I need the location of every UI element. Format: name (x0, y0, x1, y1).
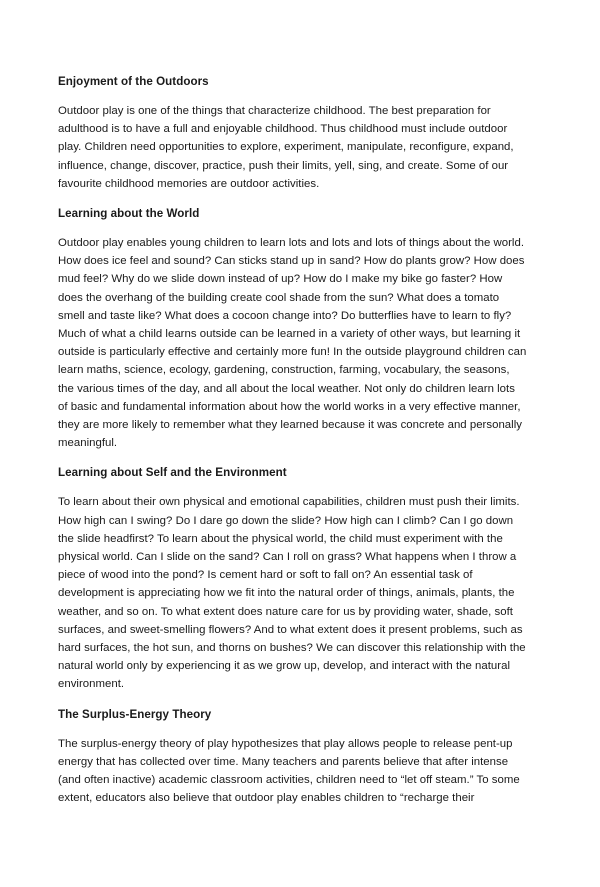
text-line: Outdoor play is one of the things that characterize childhood. The best preparation for (58, 105, 491, 117)
text-line: surfaces, and sweet-smelling flowers? And to what extent does it present problems, such as (58, 623, 523, 636)
text-line: physical world. Can I slide on the sand? Can I roll on grass? What happens when I throw a (58, 551, 517, 564)
text-line: Outdoor play enables young children to learn lots and lots and lots of things about the world. (58, 237, 525, 250)
paragraph-learning-about-the-world (58, 234, 548, 452)
text-line: adulthood is to have a full and enjoyable childhood. Thus childhood must include outdoor (58, 123, 508, 136)
text-line: play. Children need opportunities to explore, experiment, manipulate, reconfigure, expand, (58, 141, 514, 154)
text-line: environment. (58, 678, 125, 691)
text-line: energy that has collected over time. Many teachers and parents believe that after intense (58, 755, 509, 768)
text-line: outside is particularly effective and certainly more fun! In the outside playground children can (58, 346, 527, 359)
text-line: How high can I swing? Do I dare go down the slide? How high can I climb? Can I go down (58, 514, 514, 527)
text-line: natural world only by experiencing it as we grow up, develop, and interact with the natural (58, 660, 511, 673)
text-line: meaningful. (58, 437, 118, 450)
heading-enjoyment-of-the-outdoors: Enjoyment of the Outdoors (58, 75, 209, 88)
text-line: the various times of the day, and all about the local weather. Not only do children learn lots (58, 382, 515, 395)
text-line: weather, and so on. To what extent does nature care for us by providing water, shade, soft (58, 605, 513, 618)
paragraph-enjoyment-of-the-outdoors (58, 102, 548, 193)
heading-learning-about-self-and-environment: Learning about Self and the Environment (58, 466, 287, 480)
text-line: mud feel? Why do we slide down instead of up? How do I make my bike go faster? How (58, 273, 503, 286)
text-line: To learn about their own physical and emotional capabilities, children must push their limits. (58, 496, 520, 509)
text-line: development is appreciating how we fit into the natural order of things, animals, plants, the (58, 587, 515, 600)
text-line: hard surfaces, the hot sun, and thorns on bushes? We can discover this relationship with the (58, 642, 526, 655)
text-line: The surplus-energy theory of play hypothesizes that play allows people to release pent-up (58, 737, 513, 750)
text-line: Much of what a child learns outside can be learned in a variety of other ways, but learning it (58, 328, 521, 341)
document-body (58, 73, 548, 820)
text-line: the slide headfirst? To learn about the physical world, the child must experiment with the (58, 532, 503, 545)
text-line: they are more likely to remember what they learned because it was concrete and personally (58, 419, 522, 432)
text-line: (and often inactive) academic classroom activities, children need to “let off steam.” To some (58, 774, 520, 787)
text-line: influence, change, discover, practice, push their limits, yell, sing, and create. Some of our (58, 159, 509, 172)
text-line: extent, educators also believe that outdoor play enables children to “recharge their (58, 792, 475, 805)
text-line: smell and taste like? What does a cocoon change into? Do butterflies have to learn to fly? (58, 309, 512, 322)
paragraph-learning-about-self-and-environment (58, 493, 548, 693)
text-line: of basic and fundamental information about how the world works in a very effective manner, (58, 400, 521, 413)
text-line: does the overhang of the building create cool shade from the sun? What does a tomato (58, 291, 500, 304)
text-line: How does ice feel and sound? Can sticks stand up in sand? How do plants grow? How does (58, 255, 525, 268)
heading-surplus-energy-theory: The Surplus-Energy Theory (58, 707, 212, 721)
paragraph-surplus-energy-theory (58, 735, 548, 808)
text-line: learn maths, science, ecology, gardening, construction, farming, vocabulary, the seasons, (58, 364, 510, 377)
text-line: favourite childhood memories are outdoor activities. (58, 177, 320, 190)
heading-learning-about-the-world: Learning about the World (58, 207, 200, 221)
text-line: piece of wood into the pond? Is cement hard or soft to fall on? An essential task of (58, 569, 473, 582)
